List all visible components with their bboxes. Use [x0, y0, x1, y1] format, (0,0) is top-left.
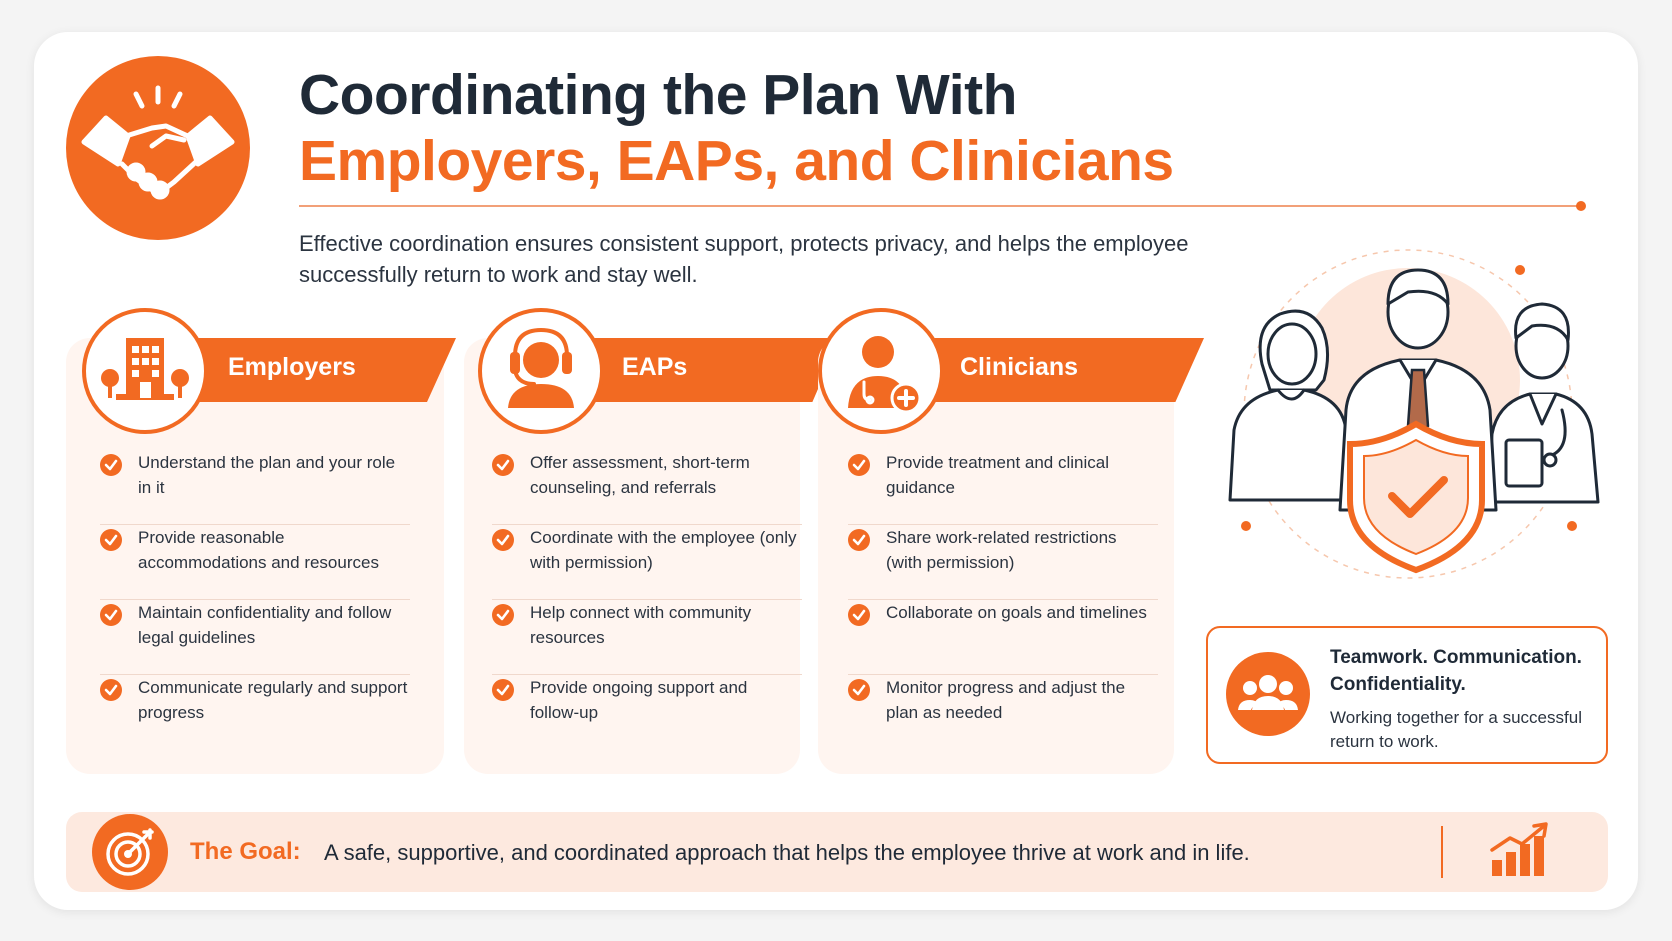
title-divider-dot	[1576, 201, 1586, 211]
list-item	[492, 525, 802, 600]
title-divider	[299, 205, 1582, 207]
list-item	[492, 600, 802, 675]
page-title-line1: Coordinating the Plan With	[299, 63, 1017, 127]
group-icon	[1226, 652, 1310, 736]
list-item	[848, 675, 1158, 750]
eaps-title: EAPs	[622, 353, 688, 381]
building-icon	[82, 308, 208, 434]
headset-icon	[478, 308, 604, 434]
list-item-text: Share work-related restrictions (with permission)	[886, 528, 1117, 572]
list-item	[848, 525, 1158, 600]
growth-chart-icon	[1488, 822, 1554, 878]
check-icon	[492, 454, 514, 476]
goal-label: The Goal:	[190, 838, 301, 865]
goal-text: A safe, supportive, and coordinated approach that helps the employee thrive at work and in life.	[324, 840, 1250, 865]
list-item-text: Coordinate with the employee (only with permission)	[530, 528, 797, 572]
teamwork-heading: Teamwork. Communication. Confidentiality.	[1330, 647, 1582, 695]
employers-title: Employers	[228, 353, 356, 381]
list-item	[492, 675, 802, 750]
check-icon	[848, 454, 870, 476]
employers-column	[66, 338, 444, 774]
goal-divider	[1441, 826, 1443, 878]
check-icon	[100, 529, 122, 551]
list-item	[848, 600, 1158, 675]
intro-text: Effective coordination ensures consistent support, protects privacy, and helps the employee successfully return to work and stay well.	[299, 231, 1189, 287]
list-item-text: Understand the plan and your role in it	[138, 453, 396, 497]
check-icon	[100, 679, 122, 701]
clinicians-list	[848, 450, 1158, 750]
page-title-line2: Employers, EAPs, and Clinicians	[299, 129, 1174, 193]
list-item	[492, 450, 802, 525]
check-icon	[100, 604, 122, 626]
check-icon	[492, 679, 514, 701]
eaps-column	[464, 338, 800, 774]
employers-list	[100, 450, 410, 750]
list-item-text: Maintain confidentiality and follow legal guidelines	[138, 603, 392, 647]
eaps-list	[492, 450, 802, 750]
check-icon	[848, 529, 870, 551]
list-item-text: Provide ongoing support and follow-up	[530, 678, 748, 722]
check-icon	[100, 454, 122, 476]
team-illustration	[1200, 230, 1610, 610]
list-item-text: Provide treatment and clinical guidance	[886, 453, 1110, 497]
clinicians-title: Clinicians	[960, 353, 1079, 381]
list-item	[100, 675, 410, 750]
list-item	[848, 450, 1158, 525]
list-item-text: Monitor progress and adjust the plan as needed	[886, 678, 1126, 722]
handshake-icon	[66, 56, 250, 240]
teamwork-callout	[1206, 626, 1608, 764]
list-item-text: Communicate regularly and support progress	[138, 678, 408, 722]
teamwork-subtext: Working together for a successful return to work.	[1330, 708, 1582, 751]
check-icon	[848, 604, 870, 626]
list-item-text: Offer assessment, short-term counseling, and referrals	[530, 453, 750, 497]
doctor-icon	[818, 308, 944, 434]
check-icon	[492, 529, 514, 551]
list-item-text: Provide reasonable accommodations and resources	[138, 528, 379, 572]
list-item	[100, 450, 410, 525]
clinicians-column	[818, 338, 1174, 774]
list-item	[100, 600, 410, 675]
check-icon	[492, 604, 514, 626]
list-item	[100, 525, 410, 600]
list-item-text: Help connect with community resources	[530, 603, 752, 647]
eaps-banner	[564, 338, 840, 402]
target-icon	[92, 814, 168, 890]
list-item-text: Collaborate on goals and timelines	[886, 603, 1147, 622]
check-icon	[848, 679, 870, 701]
